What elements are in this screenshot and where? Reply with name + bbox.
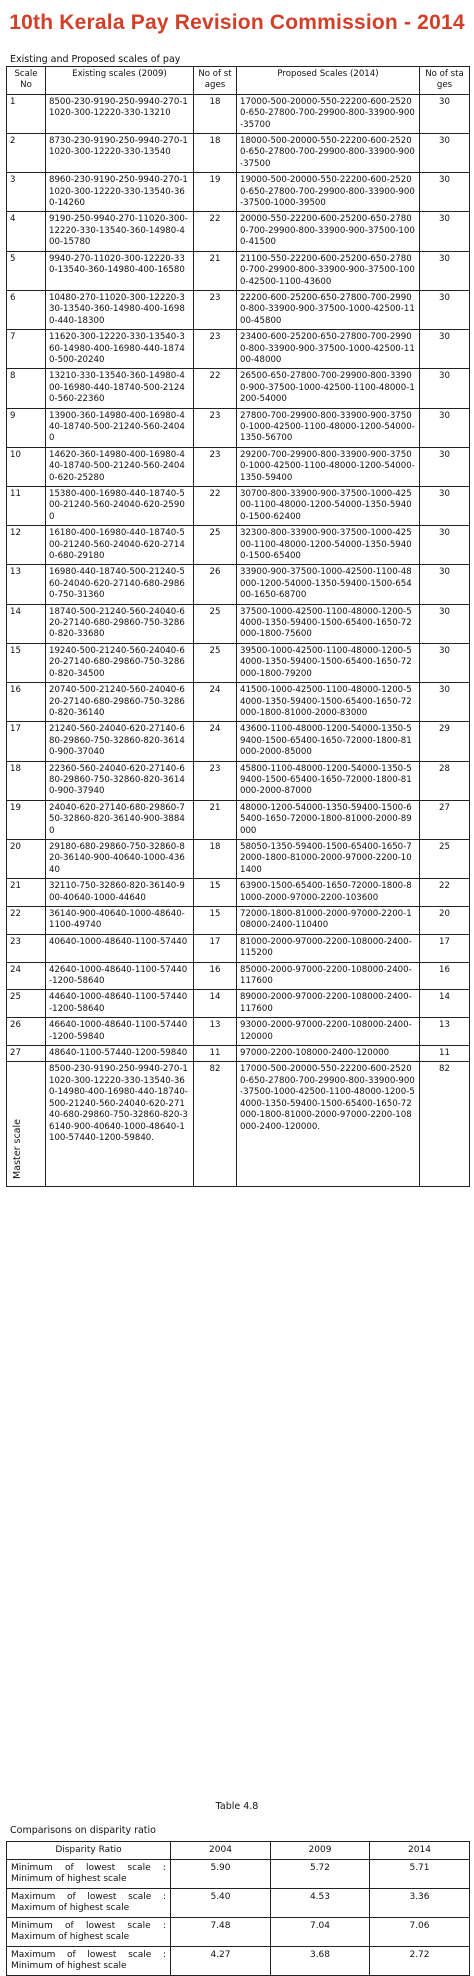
existing-scale-cell: 40640-1000-48640-1100-57440 (46, 934, 194, 962)
proposed-stages-cell: 30 (420, 683, 470, 722)
existing-stages-cell: 18 (194, 94, 237, 133)
proposed-stages-cell: 30 (420, 212, 470, 251)
proposed-scale-cell: 22200-600-25200-650-27800-700-29900-800-33900-900-37500-1000-42500-1100-45800 (237, 290, 420, 329)
disparity-label-line2: Minimum of highest scale (11, 1961, 127, 1971)
header-proposed-stages: No of stages (420, 67, 470, 95)
existing-stages-cell: 25 (194, 604, 237, 643)
existing-scale-cell: 18740-500-21240-560-24040-620-27140-680-29860-750-32860-820-33680 (46, 604, 194, 643)
disparity-label-line2: Maximum of highest scale (11, 1932, 130, 1942)
proposed-stages-cell: 14 (420, 990, 470, 1018)
disparity-label-line1 (11, 1921, 166, 1932)
proposed-stages-cell: 25 (420, 839, 470, 878)
existing-stages-cell: 24 (194, 683, 237, 722)
disparity-label-word: Maximum (11, 1892, 56, 1902)
proposed-scale-cell: 72000-1800-81000-2000-97000-2200-108000-2400-110400 (237, 907, 420, 935)
existing-stages-cell: 23 (194, 408, 237, 447)
proposed-stages-cell: 30 (420, 94, 470, 133)
disparity-body (7, 1860, 470, 1976)
table-row (7, 1046, 470, 1062)
existing-stages-cell: 22 (194, 487, 237, 526)
existing-scale-cell: 20740-500-21240-560-24040-620-27140-680-29860-750-32860-820-36140 (46, 683, 194, 722)
table-row (7, 761, 470, 800)
table-row (7, 907, 470, 935)
proposed-scale-cell: 20000-550-22200-600-25200-650-27800-700-29900-800-33900-900-37500-1000-41500 (237, 212, 420, 251)
existing-scale-cell: 32110-750-32860-820-36140-900-40640-1000-44640 (46, 879, 194, 907)
proposed-scale-cell: 81000-2000-97000-2200-108000-2400-115200 (237, 934, 420, 962)
header-existing-scales: Existing scales (2009) (46, 67, 194, 95)
pay-scales-body (7, 94, 470, 1186)
existing-scale-cell: 29180-680-29860-750-32860-820-36140-900-40640-1000-43640 (46, 839, 194, 878)
proposed-scale-cell: 48000-1200-54000-1350-59400-1500-65400-1650-72000-1800-81000-2000-89000 (237, 800, 420, 839)
disparity-label-word: Minimum (11, 1921, 53, 1931)
proposed-stages-cell: 16 (420, 962, 470, 990)
disparity-label-word: scale (127, 1921, 151, 1931)
proposed-scale-cell: 21100-550-22200-600-25200-650-27800-700-29900-800-33900-900-37500-1000-42500-1100-43600 (237, 251, 420, 290)
proposed-stages-cell: 27 (420, 800, 470, 839)
disparity-label-cell (7, 1860, 171, 1889)
header-scale-no: Scale No (7, 67, 46, 95)
table-row (7, 604, 470, 643)
table-row (7, 962, 470, 990)
existing-scale-cell: 8500-230-9190-250-9940-270-11020-300-12220-330-13210 (46, 94, 194, 133)
existing-scale-cell: 13900-360-14980-400-16980-440-18740-500-21240-560-24040 (46, 408, 194, 447)
scale-no-cell: 21 (7, 879, 46, 907)
disparity-label-word: scale (128, 1950, 152, 1960)
existing-scale-cell: 44640-1000-48640-1100-57440-1200-58640 (46, 990, 194, 1018)
proposed-stages-cell: 13 (420, 1018, 470, 1046)
scale-no-cell: 9 (7, 408, 46, 447)
table-row (7, 990, 470, 1018)
table-row (7, 94, 470, 133)
existing-stages-cell: 21 (194, 251, 237, 290)
disparity-label-word: : (162, 1863, 166, 1873)
existing-scale-cell: 16980-440-18740-500-21240-560-24040-620-27140-680-29860-750-31360 (46, 565, 194, 604)
existing-stages-cell: 18 (194, 134, 237, 173)
disparity-label-word: : (162, 1921, 166, 1931)
disparity-caption: Comparisons on disparity ratio (10, 1825, 156, 1836)
scale-no-cell: 17 (7, 722, 46, 761)
proposed-stages-cell: 30 (420, 290, 470, 329)
disparity-label-word: of (65, 1921, 74, 1931)
scale-no-cell: 11 (7, 487, 46, 526)
ratio-2009-cell: 4.53 (271, 1889, 370, 1918)
existing-stages-cell: 15 (194, 879, 237, 907)
scale-no-cell: 7 (7, 330, 46, 369)
disparity-header-row (7, 1842, 470, 1860)
existing-scale-cell: 8730-230-9190-250-9940-270-11020-300-12220-330-13540 (46, 134, 194, 173)
proposed-stages-cell: 30 (420, 526, 470, 565)
existing-scale-cell: 48640-1100-57440-1200-59840 (46, 1046, 194, 1062)
table-row (7, 526, 470, 565)
ratio-2009-cell: 3.68 (271, 1947, 370, 1976)
disparity-row (7, 1918, 470, 1947)
ratio-2014-cell: 7.06 (370, 1918, 470, 1947)
scale-no-cell: 27 (7, 1046, 46, 1062)
disparity-label-word: Maximum (11, 1950, 56, 1960)
existing-scale-cell: 19240-500-21240-560-24040-620-27140-680-29860-750-32860-820-34500 (46, 643, 194, 682)
disparity-label-line2: Maximum of highest scale (11, 1903, 130, 1913)
table-row (7, 722, 470, 761)
proposed-scale-cell: 89000-2000-97000-2200-108000-2400-117600 (237, 990, 420, 1018)
scale-no-cell: 14 (7, 604, 46, 643)
existing-scale-cell: 22360-560-24040-620-27140-680-29860-750-32860-820-36140-900-37940 (46, 761, 194, 800)
disparity-label-cell (7, 1947, 171, 1976)
proposed-scale-cell: 41500-1000-42500-1100-48000-1200-54000-1350-59400-1500-65400-1650-72000-1800-81000-2000-83000 (237, 683, 420, 722)
proposed-scale-cell: 45800-1100-48000-1200-54000-1350-59400-1500-65400-1650-72000-1800-81000-2000-87000 (237, 761, 420, 800)
table-row (7, 487, 470, 526)
existing-stages-cell: 23 (194, 761, 237, 800)
disparity-label-word: : (162, 1892, 166, 1902)
existing-stages-cell: 18 (194, 839, 237, 878)
proposed-scale-cell: 26500-650-27800-700-29900-800-33900-900-37500-1000-42500-1100-48000-1200-54000 (237, 369, 420, 408)
disparity-label-word: of (67, 1892, 76, 1902)
proposed-scale-cell: 32300-800-33900-900-37500-1000-42500-1100-48000-1200-54000-1350-59400-1500-65400 (237, 526, 420, 565)
existing-stages-cell: 15 (194, 907, 237, 935)
existing-scale-cell: 8960-230-9190-250-9940-270-11020-300-12220-330-13540-360-14260 (46, 173, 194, 212)
table-row (7, 1018, 470, 1046)
master-proposed-stages-cell: 82 (420, 1062, 470, 1186)
existing-scale-cell: 36140-900-40640-1000-48640-1100-49740 (46, 907, 194, 935)
scale-no-cell: 18 (7, 761, 46, 800)
table-row (7, 212, 470, 251)
table-row (7, 683, 470, 722)
proposed-scale-cell: 33900-900-37500-1000-42500-1100-48000-1200-54000-1350-59400-1500-65400-1650-68700 (237, 565, 420, 604)
proposed-stages-cell: 20 (420, 907, 470, 935)
table-row (7, 369, 470, 408)
header-proposed-scales: Proposed Scales (2014) (237, 67, 420, 95)
scale-no-cell: 1 (7, 94, 46, 133)
scale-no-cell: 25 (7, 990, 46, 1018)
ratio-2004-cell: 5.90 (171, 1860, 271, 1889)
table-row (7, 173, 470, 212)
existing-scale-cell: 9190-250-9940-270-11020-300-12220-330-13540-360-14980-400-15780 (46, 212, 194, 251)
existing-scale-cell: 9940-270-11020-300-12220-330-13540-360-14980-400-16580 (46, 251, 194, 290)
existing-stages-cell: 26 (194, 565, 237, 604)
existing-stages-cell: 25 (194, 643, 237, 682)
disparity-label-word: scale (127, 1863, 151, 1873)
disparity-label-cell (7, 1889, 171, 1918)
proposed-stages-cell: 11 (420, 1046, 470, 1062)
proposed-stages-cell: 30 (420, 604, 470, 643)
existing-stages-cell: 11 (194, 1046, 237, 1062)
scale-no-cell: 3 (7, 173, 46, 212)
proposed-stages-cell: 30 (420, 330, 470, 369)
proposed-stages-cell: 30 (420, 487, 470, 526)
header-existing-stages: No of stages (194, 67, 237, 95)
existing-scale-cell: 42640-1000-48640-1100-57440-1200-58640 (46, 962, 194, 990)
ratio-2014-cell: 3.36 (370, 1889, 470, 1918)
existing-scale-cell: 46640-1000-48640-1100-57440-1200-59840 (46, 1018, 194, 1046)
disparity-label-line1 (11, 1950, 166, 1961)
table-row (7, 251, 470, 290)
table-row (7, 879, 470, 907)
disparity-row (7, 1860, 470, 1889)
proposed-scale-cell: 19000-500-20000-550-22200-600-25200-650-27800-700-29900-800-33900-900-37500-1000-39500 (237, 173, 420, 212)
proposed-scale-cell: 43600-1100-48000-1200-54000-1350-59400-1500-65400-1650-72000-1800-81000-2000-85000 (237, 722, 420, 761)
disparity-label-word: Minimum (11, 1863, 53, 1873)
existing-stages-cell: 25 (194, 526, 237, 565)
proposed-stages-cell: 30 (420, 565, 470, 604)
existing-scale-cell: 15380-400-16980-440-18740-500-21240-560-24040-620-25900 (46, 487, 194, 526)
ratio-2009-cell: 5.72 (271, 1860, 370, 1889)
proposed-scale-cell: 93000-2000-97000-2200-108000-2400-120000 (237, 1018, 420, 1046)
proposed-scale-cell: 17000-500-20000-550-22200-600-25200-650-27800-700-29900-800-33900-900-35700 (237, 94, 420, 133)
ratio-2014-cell: 2.72 (370, 1947, 470, 1976)
disparity-label-word: lowest (86, 1921, 116, 1931)
table-reference: Table 4.8 (215, 1801, 259, 1812)
scale-no-cell: 4 (7, 212, 46, 251)
proposed-stages-cell: 30 (420, 173, 470, 212)
scales-caption: Existing and Proposed scales of pay (10, 54, 181, 65)
existing-stages-cell: 19 (194, 173, 237, 212)
existing-stages-cell: 23 (194, 290, 237, 329)
scale-no-cell: 20 (7, 839, 46, 878)
proposed-scale-cell: 85000-2000-97000-2200-108000-2400-117600 (237, 962, 420, 990)
page-title: 10th Kerala Pay Revision Commission - 2014 (9, 11, 465, 34)
existing-scale-cell: 13210-330-13540-360-14980-400-16980-440-18740-500-21240-560-22360 (46, 369, 194, 408)
ratio-2004-cell: 7.48 (171, 1918, 271, 1947)
master-scale-row (7, 1062, 470, 1186)
existing-stages-cell: 22 (194, 369, 237, 408)
existing-stages-cell: 22 (194, 212, 237, 251)
existing-scale-cell: 14620-360-14980-400-16980-440-18740-500-21240-560-24040-620-25280 (46, 447, 194, 486)
table-row (7, 330, 470, 369)
disparity-label-line1 (11, 1863, 166, 1874)
proposed-scale-cell: 58050-1350-59400-1500-65400-1650-72000-1800-81000-2000-97000-2200-101400 (237, 839, 420, 878)
disparity-row (7, 1889, 470, 1918)
existing-scale-cell: 24040-620-27140-680-29860-750-32860-820-36140-900-38840 (46, 800, 194, 839)
proposed-scale-cell: 18000-500-20000-550-22200-600-25200-650-27800-700-29900-800-33900-900-37500 (237, 134, 420, 173)
scale-no-cell: 12 (7, 526, 46, 565)
proposed-scale-cell: 29200-700-29900-800-33900-900-37500-1000-42500-1100-48000-1200-54000-1350-59400 (237, 447, 420, 486)
master-proposed-scale-cell: 17000-500-20000-550-22200-600-25200-650-27800-700-29900-800-33900-900-37500-1000-42500-1100-48000-1200-54000-1350-59400-1500-65400-1650-72000-1800-81000-2000-97000-2200-108000-2400-120000. (237, 1062, 420, 1186)
proposed-stages-cell: 28 (420, 761, 470, 800)
proposed-scale-cell: 63900-1500-65400-1650-72000-1800-81000-2000-97000-2200-103600 (237, 879, 420, 907)
master-scale-label: Master scale (12, 1119, 23, 1180)
proposed-stages-cell: 30 (420, 134, 470, 173)
disparity-label-word: : (162, 1950, 166, 1960)
existing-stages-cell: 13 (194, 1018, 237, 1046)
proposed-stages-cell: 17 (420, 934, 470, 962)
scale-no-cell: 5 (7, 251, 46, 290)
existing-stages-cell: 14 (194, 990, 237, 1018)
table-row (7, 800, 470, 839)
disparity-label-line2: Minimum of highest scale (11, 1874, 127, 1884)
proposed-scale-cell: 27800-700-29900-800-33900-900-37500-1000-42500-1100-48000-1200-54000-1350-56700 (237, 408, 420, 447)
scale-no-cell: 6 (7, 290, 46, 329)
disparity-label-word: lowest (87, 1950, 117, 1960)
ratio-2004-cell: 5.40 (171, 1889, 271, 1918)
table-row (7, 643, 470, 682)
header-2009: 2009 (271, 1842, 370, 1860)
proposed-stages-cell: 30 (420, 251, 470, 290)
existing-stages-cell: 24 (194, 722, 237, 761)
proposed-scale-cell: 39500-1000-42500-1100-48000-1200-54000-1350-59400-1500-65400-1650-72000-1800-79200 (237, 643, 420, 682)
scale-no-cell: 24 (7, 962, 46, 990)
proposed-stages-cell: 29 (420, 722, 470, 761)
table-row (7, 565, 470, 604)
scale-no-cell: 2 (7, 134, 46, 173)
existing-stages-cell: 17 (194, 934, 237, 962)
proposed-stages-cell: 30 (420, 369, 470, 408)
table-row (7, 447, 470, 486)
table-row (7, 408, 470, 447)
disparity-row (7, 1947, 470, 1976)
proposed-stages-cell: 30 (420, 447, 470, 486)
existing-scale-cell: 10480-270-11020-300-12220-330-13540-360-14980-400-16980-440-18300 (46, 290, 194, 329)
disparity-label-cell (7, 1918, 171, 1947)
master-scale-label-cell (7, 1062, 46, 1186)
pay-scales-table (6, 66, 470, 1187)
existing-stages-cell: 21 (194, 800, 237, 839)
scale-no-cell: 19 (7, 800, 46, 839)
proposed-stages-cell: 30 (420, 408, 470, 447)
proposed-scale-cell: 23400-600-25200-650-27800-700-29900-800-33900-900-37500-1000-42500-1100-48000 (237, 330, 420, 369)
existing-scale-cell: 21240-560-24040-620-27140-680-29860-750-32860-820-36140-900-37040 (46, 722, 194, 761)
table-row (7, 839, 470, 878)
existing-stages-cell: 23 (194, 447, 237, 486)
scale-no-cell: 23 (7, 934, 46, 962)
disparity-label-word: lowest (86, 1863, 116, 1873)
master-existing-scale-cell: 8500-230-9190-250-9940-270-11020-300-12220-330-13540-360-14980-400-16980-440-18740-500-21240-560-24040-620-27140-680-29860-750-32860-820-36140-900-40640-1000-48640-1100-57440-1200-59840. (46, 1062, 194, 1186)
disparity-label-word: lowest (87, 1892, 117, 1902)
scale-no-cell: 13 (7, 565, 46, 604)
scale-no-cell: 15 (7, 643, 46, 682)
scale-no-cell: 10 (7, 447, 46, 486)
disparity-label-word: of (67, 1950, 76, 1960)
scale-no-cell: 22 (7, 907, 46, 935)
header-2014: 2014 (370, 1842, 470, 1860)
master-existing-stages-cell: 82 (194, 1062, 237, 1186)
disparity-label-word: scale (128, 1892, 152, 1902)
table-row (7, 934, 470, 962)
header-disparity-ratio: Disparity Ratio (7, 1842, 171, 1860)
proposed-stages-cell: 22 (420, 879, 470, 907)
title-bar (0, 6, 474, 39)
scale-no-cell: 8 (7, 369, 46, 408)
existing-stages-cell: 16 (194, 962, 237, 990)
existing-stages-cell: 23 (194, 330, 237, 369)
proposed-stages-cell: 30 (420, 643, 470, 682)
scale-no-cell: 16 (7, 683, 46, 722)
table-row (7, 290, 470, 329)
proposed-scale-cell: 97000-2200-108000-2400-120000 (237, 1046, 420, 1062)
header-2004: 2004 (171, 1842, 271, 1860)
scale-no-cell: 26 (7, 1018, 46, 1046)
table-row (7, 134, 470, 173)
pay-scales-header-row (7, 67, 470, 95)
ratio-2009-cell: 7.04 (271, 1918, 370, 1947)
ratio-2014-cell: 5.71 (370, 1860, 470, 1889)
disparity-table (6, 1841, 470, 1976)
proposed-scale-cell: 30700-800-33900-900-37500-1000-42500-1100-48000-1200-54000-1350-59400-1500-62400 (237, 487, 420, 526)
proposed-scale-cell: 37500-1000-42500-1100-48000-1200-54000-1350-59400-1500-65400-1650-72000-1800-75600 (237, 604, 420, 643)
disparity-label-word: of (65, 1863, 74, 1873)
ratio-2004-cell: 4.27 (171, 1947, 271, 1976)
existing-scale-cell: 16180-400-16980-440-18740-500-21240-560-24040-620-27140-680-29180 (46, 526, 194, 565)
disparity-label-line1 (11, 1892, 166, 1903)
existing-scale-cell: 11620-300-12220-330-13540-360-14980-400-16980-440-18740-500-20240 (46, 330, 194, 369)
